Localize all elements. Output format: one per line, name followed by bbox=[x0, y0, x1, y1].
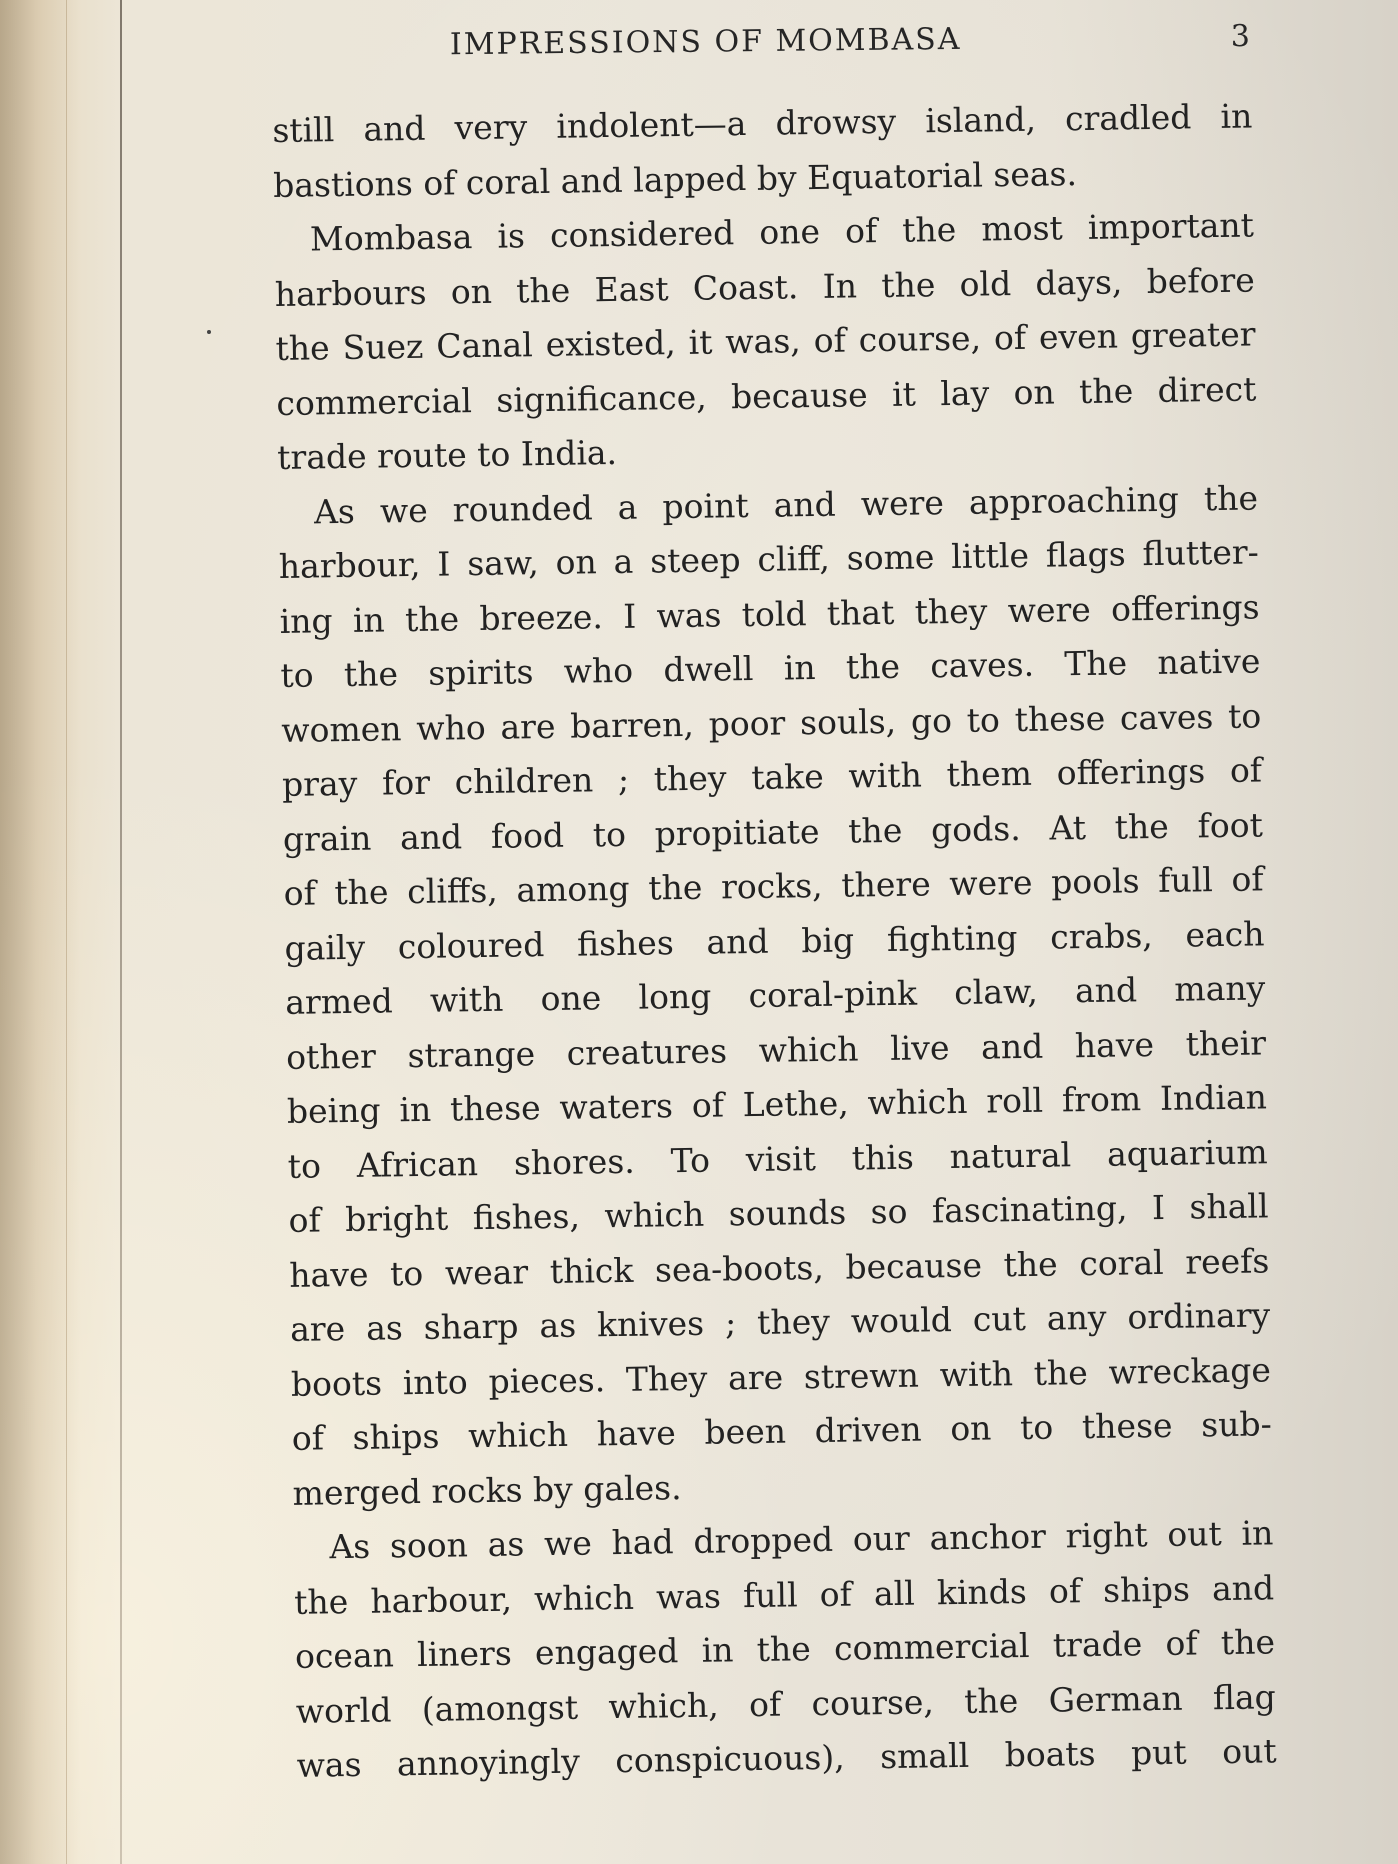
text-line: was annoyingly conspicuous), small boats put out bbox=[296, 1731, 1277, 1785]
text-line: ocean liners engaged in the commercial trade of the bbox=[294, 1622, 1276, 1676]
text-line: armed with one long coral-pink claw, and many bbox=[285, 968, 1266, 1022]
text-line: of ships which have been driven on to these sub- bbox=[291, 1404, 1272, 1458]
text-line: boots into pieces. They are strewn with the wreckage bbox=[290, 1349, 1272, 1404]
text-line: world (amongst which, of course, the German flag bbox=[295, 1676, 1277, 1731]
binding-fold bbox=[120, 0, 122, 1864]
text-line: of the cliffs, among the rocks, there were pools full of bbox=[283, 859, 1264, 913]
text-line: commercial significance, because it lay on the direct bbox=[276, 368, 1257, 423]
text-line: being in these waters of Lethe, which roll from Indian bbox=[286, 1077, 1268, 1131]
text-line: to African shores. To visit this natural aquarium bbox=[287, 1131, 1268, 1186]
running-head-title: IMPRESSIONS OF MOMBASA bbox=[449, 21, 962, 63]
text-line: the Suez Canal existed, it was, of course, of even greater bbox=[275, 314, 1256, 368]
text-line: trade route to India. bbox=[276, 432, 618, 477]
body-text bbox=[272, 89, 1277, 1793]
text-line: of bright fishes, which sounds so fascinating, I shall bbox=[288, 1186, 1269, 1240]
text-line: As we rounded a point and were approaching the bbox=[313, 477, 1259, 531]
text-line: bastions of coral and lapped by Equatorial seas. bbox=[272, 153, 1078, 205]
text-line: to the spirits who dwell in the caves. The native bbox=[280, 641, 1261, 695]
text-line: Mombasa is considered one of the most important bbox=[309, 205, 1255, 259]
text-line: are as sharp as knives ; they would cut any ordinary bbox=[289, 1295, 1271, 1349]
text-line: other strange creatures which live and have their bbox=[285, 1022, 1267, 1077]
text-line: merged rocks by gales. bbox=[292, 1467, 682, 1513]
text-line: harbour, I saw, on a steep cliff, some little flags flutter- bbox=[278, 532, 1260, 586]
paper-speck bbox=[207, 330, 211, 334]
text-line: As soon as we had dropped our anchor right out in bbox=[329, 1513, 1274, 1567]
text-line: gaily coloured fishes and big fighting crabs, each bbox=[284, 913, 1265, 968]
text-line: pray for children ; they take with them offerings of bbox=[281, 750, 1263, 804]
text-line: women who are barren, poor souls, go to these caves to bbox=[280, 695, 1262, 750]
page-number: 3 bbox=[1230, 18, 1251, 55]
text-line: ing in the breeze. I was told that they were offerings bbox=[279, 586, 1260, 641]
gutter-shadow bbox=[0, 0, 80, 1864]
text-line: the harbour, which was full of all kinds of ships and bbox=[293, 1567, 1275, 1622]
page-edge bbox=[66, 0, 67, 1864]
running-head bbox=[270, 19, 1250, 79]
text-line: harbours on the East Coast. In the old days, before bbox=[274, 259, 1256, 314]
text-line: have to wear thick sea-boots, because the coral reefs bbox=[289, 1240, 1270, 1295]
text-line: still and very indolent—a drowsy island, cradled in bbox=[272, 96, 1253, 150]
text-line: grain and food to propitiate the gods. At the foot bbox=[282, 804, 1264, 859]
